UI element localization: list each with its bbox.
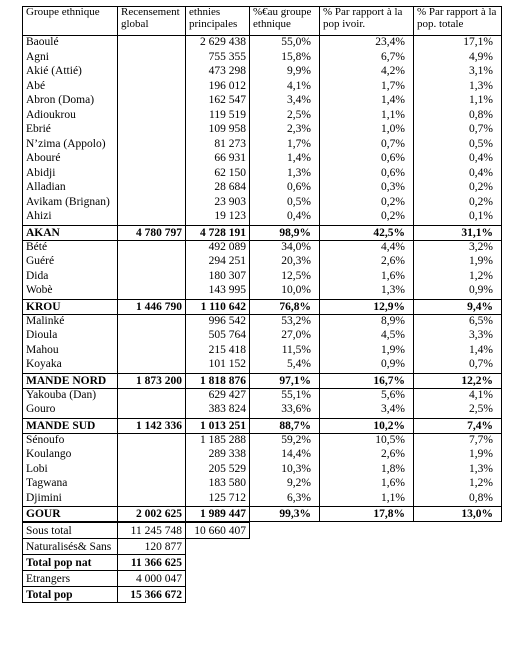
cell-pct-group: 15,8% (250, 51, 320, 66)
group-total-row (23, 225, 502, 240)
cell-pct-total: 3,3% (414, 329, 502, 344)
cell-pct-total: 0,7% (414, 358, 502, 373)
cell-census (118, 138, 186, 153)
summary-row (23, 587, 250, 603)
header-pct-ivoir: % Par rapport à la pop ivoir. (320, 7, 414, 36)
cell-group: MANDE NORD (23, 373, 118, 388)
cell-census (118, 448, 186, 463)
cell-pct-total: 1,9% (414, 255, 502, 270)
cell-pct-ivoir: 4,4% (320, 240, 414, 255)
cell-pct-ivoir: 10,2% (320, 418, 414, 433)
cell-main: 505 764 (186, 329, 250, 344)
cell-pct-group: 6,3% (250, 492, 320, 507)
table-row (23, 123, 502, 138)
cell-pct-group: 53,2% (250, 314, 320, 329)
cell-pct-total: 4,9% (414, 51, 502, 66)
cell-pct-ivoir: 42,5% (320, 225, 414, 240)
cell-pct-ivoir: 17,8% (320, 507, 414, 522)
cell-pct-group: 2,5% (250, 109, 320, 124)
cell-pct-ivoir: 0,9% (320, 358, 414, 373)
cell-pct-ivoir: 1,1% (320, 109, 414, 124)
cell-group: Malinké (23, 314, 118, 329)
cell-group: Gouro (23, 403, 118, 418)
cell-pct-group: 0,6% (250, 181, 320, 196)
cell-main: 81 273 (186, 138, 250, 153)
cell-group: Abé (23, 80, 118, 95)
cell-group: Ahizi (23, 210, 118, 225)
cell-pct-group: 99,3% (250, 507, 320, 522)
cell-pct-group: 0,4% (250, 210, 320, 225)
cell-pct-group: 9,2% (250, 477, 320, 492)
cell-group: Lobi (23, 463, 118, 478)
cell-pct-ivoir: 0,2% (320, 210, 414, 225)
cell-main: 1 013 251 (186, 418, 250, 433)
cell-pct-total: 0,8% (414, 492, 502, 507)
cell-group: Baoulé (23, 36, 118, 51)
cell-group: AKAN (23, 225, 118, 240)
table-row (23, 388, 502, 403)
table-row (23, 51, 502, 66)
cell-census (118, 358, 186, 373)
cell-pct-group: 2,3% (250, 123, 320, 138)
summary-value: 11 366 625 (118, 555, 186, 571)
cell-main: 1 989 447 (186, 507, 250, 522)
cell-main: 383 824 (186, 403, 250, 418)
cell-census (118, 123, 186, 138)
cell-census (118, 255, 186, 270)
cell-pct-ivoir: 8,9% (320, 314, 414, 329)
cell-main: 205 529 (186, 463, 250, 478)
cell-group: GOUR (23, 507, 118, 522)
cell-pct-total: 1,9% (414, 448, 502, 463)
cell-group: Koyaka (23, 358, 118, 373)
cell-pct-group: 98,9% (250, 225, 320, 240)
cell-census (118, 94, 186, 109)
cell-pct-total: 1,4% (414, 344, 502, 359)
cell-census (118, 152, 186, 167)
cell-main: 143 995 (186, 284, 250, 299)
summary-label: Total pop nat (23, 555, 118, 571)
table-row (23, 65, 502, 80)
cell-group: Dioula (23, 329, 118, 344)
cell-main: 119 519 (186, 109, 250, 124)
cell-group: Agni (23, 51, 118, 66)
cell-pct-group: 55,0% (250, 36, 320, 51)
cell-main: 294 251 (186, 255, 250, 270)
cell-main: 755 355 (186, 51, 250, 66)
header-pct-group: %€au groupe ethnique (250, 7, 320, 36)
cell-pct-total: 1,2% (414, 477, 502, 492)
cell-pct-total: 13,0% (414, 507, 502, 522)
cell-pct-ivoir: 23,4% (320, 36, 414, 51)
cell-pct-total: 0,5% (414, 138, 502, 153)
cell-main: 492 089 (186, 240, 250, 255)
cell-pct-total: 31,1% (414, 225, 502, 240)
summary-row (23, 571, 250, 587)
cell-main: 1 110 642 (186, 299, 250, 314)
cell-group: Guéré (23, 255, 118, 270)
cell-pct-total: 0,7% (414, 123, 502, 138)
cell-main: 180 307 (186, 270, 250, 285)
cell-pct-group: 20,3% (250, 255, 320, 270)
cell-pct-ivoir: 1,0% (320, 123, 414, 138)
cell-group: Sénoufo (23, 433, 118, 448)
cell-census (118, 492, 186, 507)
cell-group: Abouré (23, 152, 118, 167)
cell-main: 4 728 191 (186, 225, 250, 240)
cell-pct-ivoir: 2,6% (320, 448, 414, 463)
cell-pct-ivoir: 1,6% (320, 270, 414, 285)
cell-group: Avikam (Brignan) (23, 196, 118, 211)
cell-pct-group: 88,7% (250, 418, 320, 433)
cell-census: 4 780 797 (118, 225, 186, 240)
cell-census (118, 314, 186, 329)
cell-main: 289 338 (186, 448, 250, 463)
cell-main: 215 418 (186, 344, 250, 359)
summary-label: Etrangers (23, 571, 118, 587)
cell-pct-group: 1,7% (250, 138, 320, 153)
summary-empty (186, 571, 250, 587)
ethnic-groups-table (22, 6, 502, 522)
cell-pct-total: 1,2% (414, 270, 502, 285)
cell-pct-group: 11,5% (250, 344, 320, 359)
cell-group: Dida (23, 270, 118, 285)
cell-census (118, 388, 186, 403)
cell-pct-group: 5,4% (250, 358, 320, 373)
cell-pct-group: 97,1% (250, 373, 320, 388)
cell-group: Tagwana (23, 477, 118, 492)
cell-group: Djimini (23, 492, 118, 507)
cell-pct-ivoir: 4,2% (320, 65, 414, 80)
cell-pct-group: 0,5% (250, 196, 320, 211)
summary-label: Naturalisés& Sans (23, 539, 118, 555)
cell-pct-total: 4,1% (414, 388, 502, 403)
cell-main: 162 547 (186, 94, 250, 109)
cell-main: 183 580 (186, 477, 250, 492)
cell-pct-total: 3,2% (414, 240, 502, 255)
cell-pct-group: 76,8% (250, 299, 320, 314)
cell-group: Ebrié (23, 123, 118, 138)
cell-pct-ivoir: 1,7% (320, 80, 414, 95)
summary-table (22, 522, 250, 603)
cell-census (118, 196, 186, 211)
cell-group: Abron (Doma) (23, 94, 118, 109)
cell-group: Koulango (23, 448, 118, 463)
cell-main: 66 931 (186, 152, 250, 167)
summary-label: Total pop (23, 587, 118, 603)
cell-pct-ivoir: 12,9% (320, 299, 414, 314)
table-row (23, 477, 502, 492)
cell-pct-total: 3,1% (414, 65, 502, 80)
cell-pct-group: 27,0% (250, 329, 320, 344)
cell-group: Bété (23, 240, 118, 255)
cell-pct-group: 3,4% (250, 94, 320, 109)
cell-census (118, 329, 186, 344)
summary-empty (186, 539, 250, 555)
cell-pct-total: 7,4% (414, 418, 502, 433)
cell-census: 1 873 200 (118, 373, 186, 388)
cell-pct-total: 6,5% (414, 314, 502, 329)
header-pct-total: % Par rapport à la pop. totale (414, 7, 502, 36)
cell-census: 2 002 625 (118, 507, 186, 522)
cell-pct-ivoir: 6,7% (320, 51, 414, 66)
cell-census (118, 270, 186, 285)
cell-pct-group: 10,3% (250, 463, 320, 478)
cell-pct-total: 1,3% (414, 463, 502, 478)
cell-pct-group: 55,1% (250, 388, 320, 403)
cell-pct-group: 1,3% (250, 167, 320, 182)
cell-main: 1 185 288 (186, 433, 250, 448)
cell-census (118, 167, 186, 182)
cell-census (118, 210, 186, 225)
table-row (23, 358, 502, 373)
summary-value: 4 000 047 (118, 571, 186, 587)
cell-pct-total: 0,4% (414, 167, 502, 182)
table-row (23, 80, 502, 95)
table-row (23, 270, 502, 285)
cell-census: 1 446 790 (118, 299, 186, 314)
cell-pct-ivoir: 1,9% (320, 344, 414, 359)
cell-pct-ivoir: 1,1% (320, 492, 414, 507)
cell-census (118, 477, 186, 492)
cell-main: 629 427 (186, 388, 250, 403)
cell-pct-group: 1,4% (250, 152, 320, 167)
group-total-row (23, 299, 502, 314)
header-census: Recensement global (118, 7, 186, 36)
cell-pct-ivoir: 0,3% (320, 181, 414, 196)
cell-pct-total: 7,7% (414, 433, 502, 448)
cell-pct-total: 0,9% (414, 284, 502, 299)
cell-census (118, 36, 186, 51)
summary-row (23, 539, 250, 555)
cell-pct-group: 12,5% (250, 270, 320, 285)
cell-pct-group: 10,0% (250, 284, 320, 299)
cell-pct-group: 33,6% (250, 403, 320, 418)
cell-group: Abidji (23, 167, 118, 182)
cell-pct-ivoir: 0,6% (320, 167, 414, 182)
cell-pct-ivoir: 1,6% (320, 477, 414, 492)
cell-pct-total: 9,4% (414, 299, 502, 314)
table-row (23, 314, 502, 329)
table-row (23, 433, 502, 448)
cell-main: 1 818 876 (186, 373, 250, 388)
cell-pct-total: 0,1% (414, 210, 502, 225)
cell-pct-group: 4,1% (250, 80, 320, 95)
cell-pct-ivoir: 16,7% (320, 373, 414, 388)
table-row (23, 36, 502, 51)
header-main: ethnies principales (186, 7, 250, 36)
summary-value: 11 245 748 (118, 523, 186, 539)
group-total-row (23, 373, 502, 388)
summary-value: 120 877 (118, 539, 186, 555)
cell-census (118, 65, 186, 80)
summary-empty (186, 555, 250, 571)
cell-census (118, 80, 186, 95)
header-group: Groupe ethnique (23, 7, 118, 36)
cell-pct-group: 14,4% (250, 448, 320, 463)
table-row (23, 138, 502, 153)
table-row (23, 210, 502, 225)
table-row (23, 240, 502, 255)
cell-group: MANDE SUD (23, 418, 118, 433)
cell-pct-total: 2,5% (414, 403, 502, 418)
table-row (23, 463, 502, 478)
summary-empty (186, 587, 250, 603)
table-row (23, 167, 502, 182)
cell-main: 125 712 (186, 492, 250, 507)
summary-label: Sous total (23, 523, 118, 539)
cell-pct-ivoir: 1,4% (320, 94, 414, 109)
cell-group: Akié (Attié) (23, 65, 118, 80)
summary-extra: 10 660 407 (186, 523, 250, 539)
cell-pct-total: 0,2% (414, 196, 502, 211)
group-total-row (23, 507, 502, 522)
cell-census (118, 51, 186, 66)
cell-main: 19 123 (186, 210, 250, 225)
table-row (23, 152, 502, 167)
cell-census (118, 463, 186, 478)
table-row (23, 492, 502, 507)
cell-pct-ivoir: 5,6% (320, 388, 414, 403)
cell-pct-total: 1,1% (414, 94, 502, 109)
cell-pct-group: 59,2% (250, 433, 320, 448)
cell-group: Wobè (23, 284, 118, 299)
ethnic-table-container (22, 6, 502, 603)
table-row (23, 284, 502, 299)
cell-pct-total: 12,2% (414, 373, 502, 388)
cell-pct-group: 9,9% (250, 65, 320, 80)
table-row (23, 403, 502, 418)
cell-group: KROU (23, 299, 118, 314)
summary-row (23, 555, 250, 571)
cell-main: 996 542 (186, 314, 250, 329)
header-row (23, 7, 502, 36)
group-total-row (23, 418, 502, 433)
cell-pct-ivoir: 3,4% (320, 403, 414, 418)
summary-row (23, 523, 250, 539)
cell-census (118, 403, 186, 418)
cell-census: 1 142 336 (118, 418, 186, 433)
cell-main: 109 958 (186, 123, 250, 138)
cell-main: 28 684 (186, 181, 250, 196)
cell-group: Mahou (23, 344, 118, 359)
cell-pct-ivoir: 0,2% (320, 196, 414, 211)
cell-pct-ivoir: 0,7% (320, 138, 414, 153)
table-row (23, 196, 502, 211)
cell-census (118, 109, 186, 124)
cell-pct-ivoir: 10,5% (320, 433, 414, 448)
cell-pct-ivoir: 2,6% (320, 255, 414, 270)
cell-pct-total: 17,1% (414, 36, 502, 51)
cell-pct-ivoir: 0,6% (320, 152, 414, 167)
cell-pct-total: 0,2% (414, 181, 502, 196)
cell-pct-total: 1,3% (414, 80, 502, 95)
cell-main: 2 629 438 (186, 36, 250, 51)
cell-pct-ivoir: 1,8% (320, 463, 414, 478)
cell-pct-total: 0,8% (414, 109, 502, 124)
cell-main: 62 150 (186, 167, 250, 182)
cell-pct-ivoir: 4,5% (320, 329, 414, 344)
cell-pct-group: 34,0% (250, 240, 320, 255)
cell-group: Yakouba (Dan) (23, 388, 118, 403)
table-row (23, 329, 502, 344)
table-row (23, 94, 502, 109)
cell-census (118, 433, 186, 448)
cell-main: 196 012 (186, 80, 250, 95)
cell-main: 101 152 (186, 358, 250, 373)
cell-main: 23 903 (186, 196, 250, 211)
cell-census (118, 181, 186, 196)
cell-group: Alladian (23, 181, 118, 196)
cell-census (118, 344, 186, 359)
cell-census (118, 284, 186, 299)
cell-group: N’zima (Appolo) (23, 138, 118, 153)
table-row (23, 448, 502, 463)
cell-main: 473 298 (186, 65, 250, 80)
summary-value: 15 366 672 (118, 587, 186, 603)
cell-group: Adioukrou (23, 109, 118, 124)
cell-census (118, 240, 186, 255)
cell-pct-ivoir: 1,3% (320, 284, 414, 299)
table-row (23, 344, 502, 359)
cell-pct-total: 0,4% (414, 152, 502, 167)
table-row (23, 109, 502, 124)
table-row (23, 255, 502, 270)
table-row (23, 181, 502, 196)
